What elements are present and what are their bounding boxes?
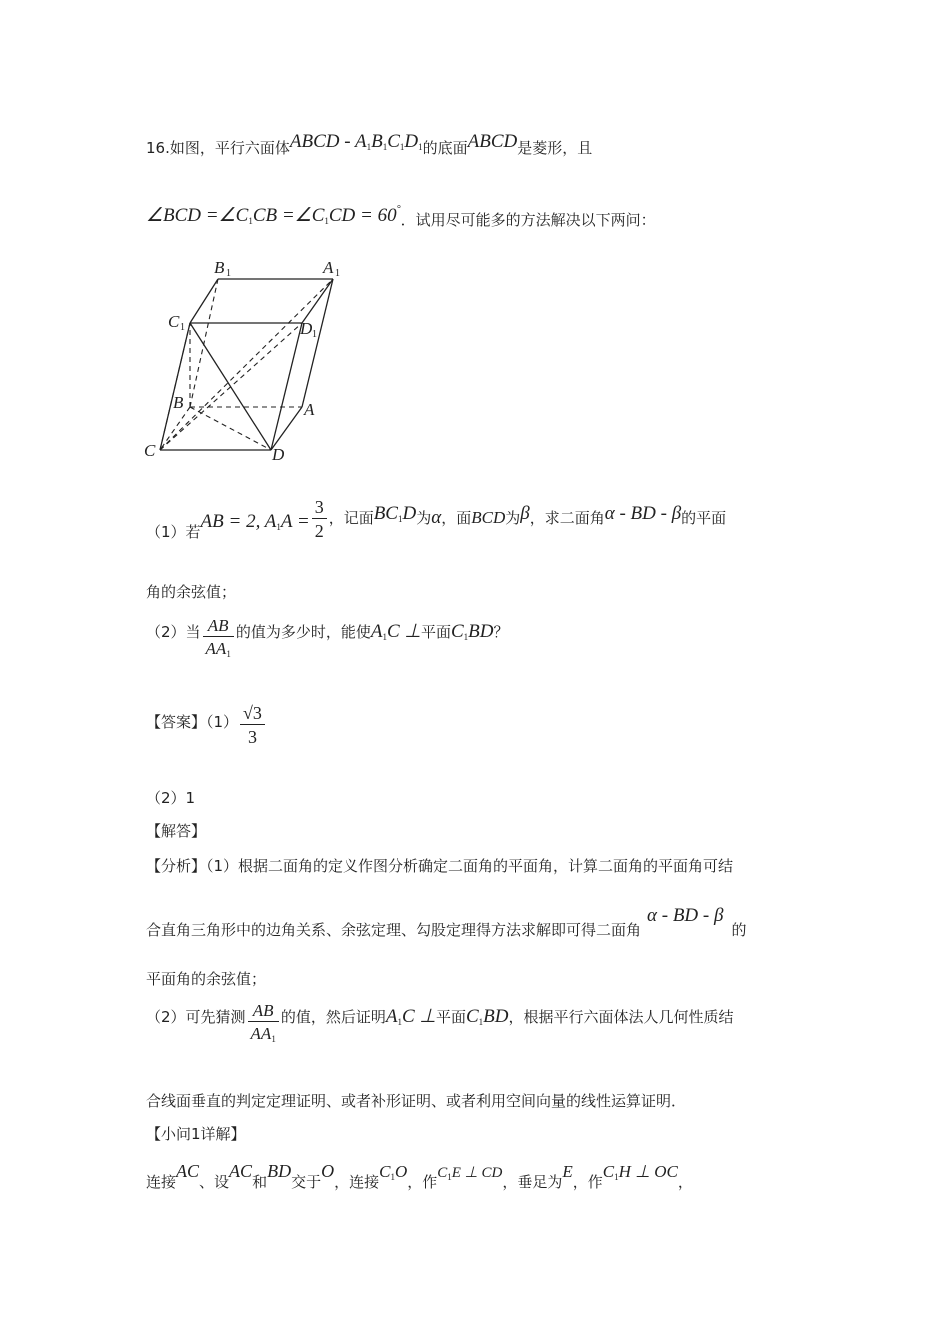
problem-line-2: ∠BCD =∠C1CB =∠C1CD = 60°．试用尽可能多的方法解决以下两问： — [146, 204, 656, 229]
analysis-line-2: 合直角三角形中的边角关系、余弦定理、勾股定理得方法求解即可得二面角α - BD - β的 — [146, 905, 747, 939]
label-D1: D — [300, 319, 313, 338]
problem-line-1: 16.如图，平行六面体ABCD - A1B1C1D1的底面ABCD是菱形，且 — [146, 131, 593, 157]
parallelepiped-figure — [140, 255, 360, 465]
answer-2: （2）1 — [146, 789, 196, 807]
svg-text:1: 1 — [226, 268, 231, 279]
label-C: C — [144, 441, 156, 460]
label-A: A — [304, 400, 315, 419]
analysis-line-4: （2）可先猜测 $\frac{AB}{AA1}$ 的值，然后证明A1C ⊥平面C1BD，根据平行六面体法人几何性质结 — [146, 1001, 734, 1044]
svg-text:1: 1 — [335, 268, 340, 279]
answer-line: 【答案】（1） $\frac{√3}{3}$ — [146, 704, 267, 746]
svg-text:1: 1 — [312, 329, 317, 340]
label-B: B — [173, 393, 184, 412]
label-C1: C — [168, 312, 180, 331]
subq1-line-1: 连接AC、设AC和BD交于O，连接C1O，作$C_1E$ ⊥ CD，垂足为E，作C1H ⊥ OC， — [146, 1161, 693, 1191]
q1-line-1: （1）若AB = 2, A1A = $\frac{3}{2}$ ，记面BC1D为α，面BCD为β，求二面角α - BD - β的平面 — [146, 497, 727, 541]
analysis-line-1: 【分析】（1）根据二面角的定义作图分析确定二面角的平面角，计算二面角的平面角可结 — [146, 857, 734, 875]
label-D: D — [272, 445, 285, 464]
q2-line: （2）当 $\frac{AB}{AA1}$ 的值为多少时，能使A1C ⊥平面C1BD？ — [146, 616, 509, 659]
q1-line-2: 角的余弦值； — [146, 583, 237, 601]
analysis-line-3: 平面角的余弦值； — [146, 970, 267, 988]
label-A1: A — [323, 258, 334, 277]
jieda-heading: 【解答】 — [146, 822, 207, 840]
svg-text:1: 1 — [180, 322, 185, 333]
label-B1: B — [214, 258, 225, 277]
subq1-title: 【小问1详解】 — [146, 1125, 246, 1143]
analysis-line-5: 合线面垂直的判定定理证明、或者补形证明、或者利用空间向量的线性运算证明． — [146, 1092, 687, 1110]
